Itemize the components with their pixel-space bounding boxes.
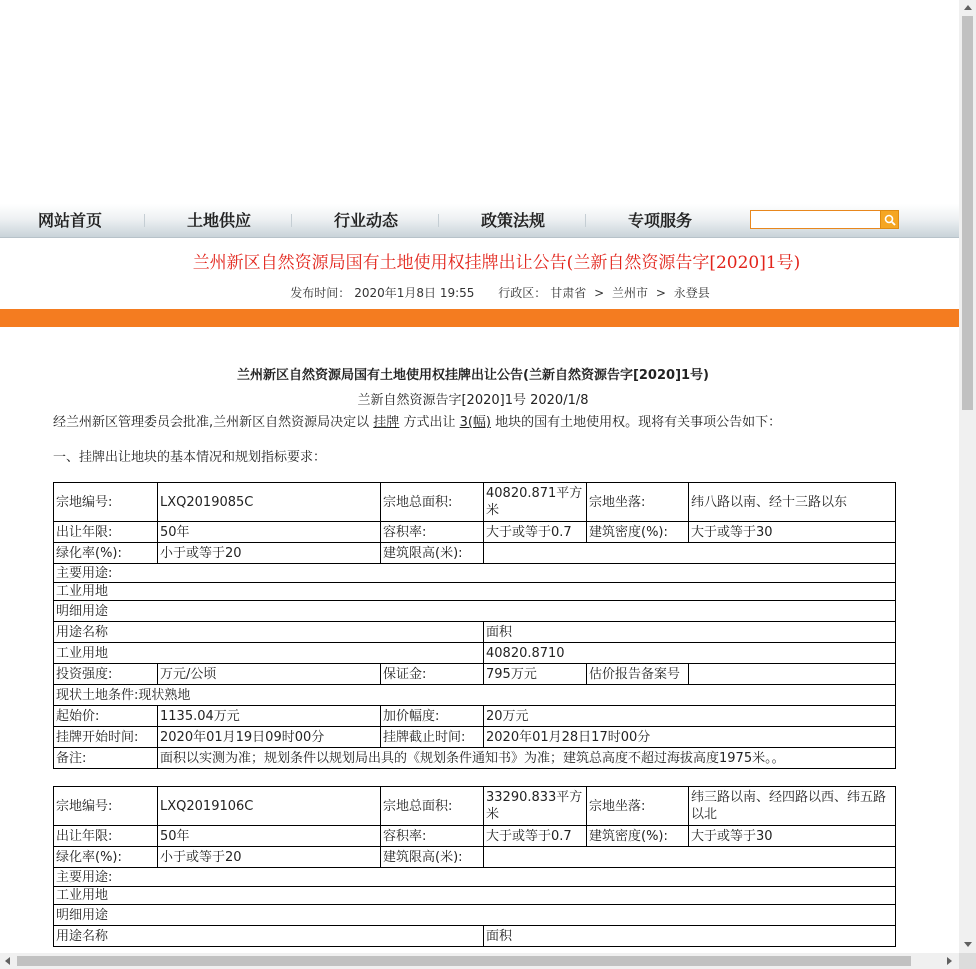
region-label: 行政区： [498,286,547,300]
article-title: 兰州新区自然资源局国有土地使用权挂牌出让公告(兰新自然资源告字[2020]1号) [192,253,801,273]
document-title: 兰州新区自然资源局国有土地使用权挂牌出让公告(兰新自然资源告字[2020]1号) [237,368,709,383]
article-meta [0,284,959,301]
table-row [54,564,896,583]
value-cell: 40820.8710 [484,643,896,664]
label-cell: 宗地总面积: [381,483,484,522]
table-row [54,643,896,664]
search-input[interactable] [750,210,886,229]
table-row [54,601,896,622]
value-cell: 工业用地 [54,887,896,905]
section-heading: 一、挂牌出让地块的基本情况和规划指标要求： [53,450,327,465]
parcel-table [53,786,896,947]
status-cell [54,685,896,706]
label-cell: 主要用途: [54,564,896,583]
region-province[interactable]: 甘肃省 [550,286,587,300]
table-row [54,522,896,543]
table-row [54,905,896,926]
table-row [54,483,896,522]
table-row [54,787,896,826]
label-cell: 备注: [54,748,158,769]
breadcrumb-separator: > [655,286,666,300]
value-cell: 纬八路以南、经十三路以东 [689,483,896,522]
value-cell: 大于或等于0.7 [484,522,587,543]
intro-text: 经兰州新区管理委员会批准,兰州新区自然资源局决定以 [53,415,370,430]
label-cell: 估价报告备案号 [587,664,689,685]
table-row [54,826,896,847]
intro-text: 方式出让 [403,415,456,430]
scroll-up-icon[interactable] [964,5,972,10]
nav-item-land-supply[interactable]: 土地供应 [186,211,251,230]
value-cell [484,543,896,564]
label-cell: 挂牌截止时间: [381,727,484,748]
value-cell: 20万元 [484,706,896,727]
value-cell: 50年 [158,522,381,543]
table-row [54,583,896,601]
scroll-left-icon[interactable] [5,957,10,965]
breadcrumb-separator: > [594,286,605,300]
value-cell [689,664,896,685]
value-cell: LXQ2019106C [158,787,381,826]
table-row [54,868,896,887]
publish-label: 发布时间： [290,286,351,300]
table-row [54,543,896,564]
label-cell: 起始价: [54,706,158,727]
nav-item-special-services[interactable]: 专项服务 [627,211,692,230]
scrollbar-corner [959,953,976,969]
label-cell: 明细用途 [54,905,896,926]
label-cell: 容积率: [381,826,484,847]
nav-item-home[interactable]: 网站首页 [37,211,102,230]
intro-text: 地块的国有土地使用权。现将有关事项公告如下： [495,415,782,430]
parcel-table [53,482,896,769]
value-cell: 大于或等于0.7 [484,826,587,847]
value-cell: 1135.04万元 [158,706,381,727]
label-cell: 出让年限: [54,826,158,847]
label-cell: 宗地编号: [54,483,158,522]
label-cell: 容积率: [381,522,484,543]
value-cell: 795万元 [484,664,587,685]
label-cell: 出让年限: [54,522,158,543]
search-button[interactable] [880,210,899,229]
table-row [54,664,896,685]
label-cell: 建筑密度(%): [587,522,689,543]
label-cell: 宗地总面积: [381,787,484,826]
scroll-right-icon[interactable] [947,957,952,965]
table-row [54,887,896,905]
label-cell: 用途名称 [54,926,484,947]
value-cell: 工业用地 [54,643,484,664]
nav-divider [291,214,292,227]
label-text: 现状土地条件: [56,687,139,703]
value-cell: 小于或等于20 [158,847,381,868]
label-cell: 绿化率(%): [54,847,158,868]
publish-time: 2020年1月8日 19:55 [354,286,475,300]
scroll-down-icon[interactable] [964,942,972,947]
label-cell: 建筑限高(米): [381,847,484,868]
label-cell: 面积 [484,926,896,947]
value-cell: 工业用地 [54,583,896,601]
label-cell: 绿化率(%): [54,543,158,564]
table-row [54,622,896,643]
table-row [54,847,896,868]
intro-count: 3(幅) [459,415,492,430]
value-cell [484,847,896,868]
region-county[interactable]: 永登县 [673,286,710,300]
label-cell: 面积 [484,622,896,643]
label-cell: 保证金: [381,664,484,685]
orange-divider-bar [0,309,959,327]
table-row [54,748,896,769]
label-cell: 主要用途: [54,868,896,887]
value-cell: 50年 [158,826,381,847]
value-cell: 2020年01月28日17时00分 [484,727,896,748]
value-cell: 万元/公顷 [158,664,381,685]
label-cell: 建筑限高(米): [381,543,484,564]
document-subtitle: 兰新自然资源告字[2020]1号 2020/1/8 [357,393,589,408]
label-cell: 宗地编号: [54,787,158,826]
value-cell: LXQ2019085C [158,483,381,522]
nav-item-industry-news[interactable]: 行业动态 [333,211,398,230]
table-row [54,727,896,748]
value-cell: 大于或等于30 [689,826,896,847]
label-cell: 用途名称 [54,622,484,643]
label-cell: 宗地坐落: [587,787,689,826]
intro-paragraph [53,411,781,430]
value-cell: 纬三路以南、经四路以西、纬五路以北 [689,787,896,826]
nav-item-policy[interactable]: 政策法规 [480,211,545,230]
search-icon [884,214,896,226]
value-cell: 面积以实测为准；规划条件以规划局出具的《规划条件通知书》为准；建筑总高度不超过海拔高度1975米。。 [158,748,896,769]
label-cell: 建筑密度(%): [587,826,689,847]
label-cell: 投资强度: [54,664,158,685]
nav-divider [438,214,439,227]
intro-method: 挂牌 [373,415,400,430]
table-row [54,706,896,727]
vertical-scroll-thumb[interactable] [962,16,973,410]
value-cell: 33290.833平方米 [484,787,587,826]
value-cell: 小于或等于20 [158,543,381,564]
horizontal-scroll-thumb[interactable] [17,956,911,966]
nav-divider [144,214,145,227]
value-cell: 40820.871平方米 [484,483,587,522]
value-cell: 2020年01月19日09时00分 [158,727,381,748]
label-cell: 宗地坐落: [587,483,689,522]
vertical-scrollbar[interactable] [959,0,976,953]
table-row [54,685,896,706]
label-cell: 加价幅度: [381,706,484,727]
horizontal-scrollbar[interactable] [0,953,959,969]
region-city[interactable]: 兰州市 [612,286,649,300]
label-cell: 挂牌开始时间: [54,727,158,748]
nav-divider [585,214,586,227]
value-text: 现状熟地 [138,687,191,703]
table-row [54,926,896,947]
value-cell: 大于或等于30 [689,522,896,543]
label-cell: 明细用途 [54,601,896,622]
